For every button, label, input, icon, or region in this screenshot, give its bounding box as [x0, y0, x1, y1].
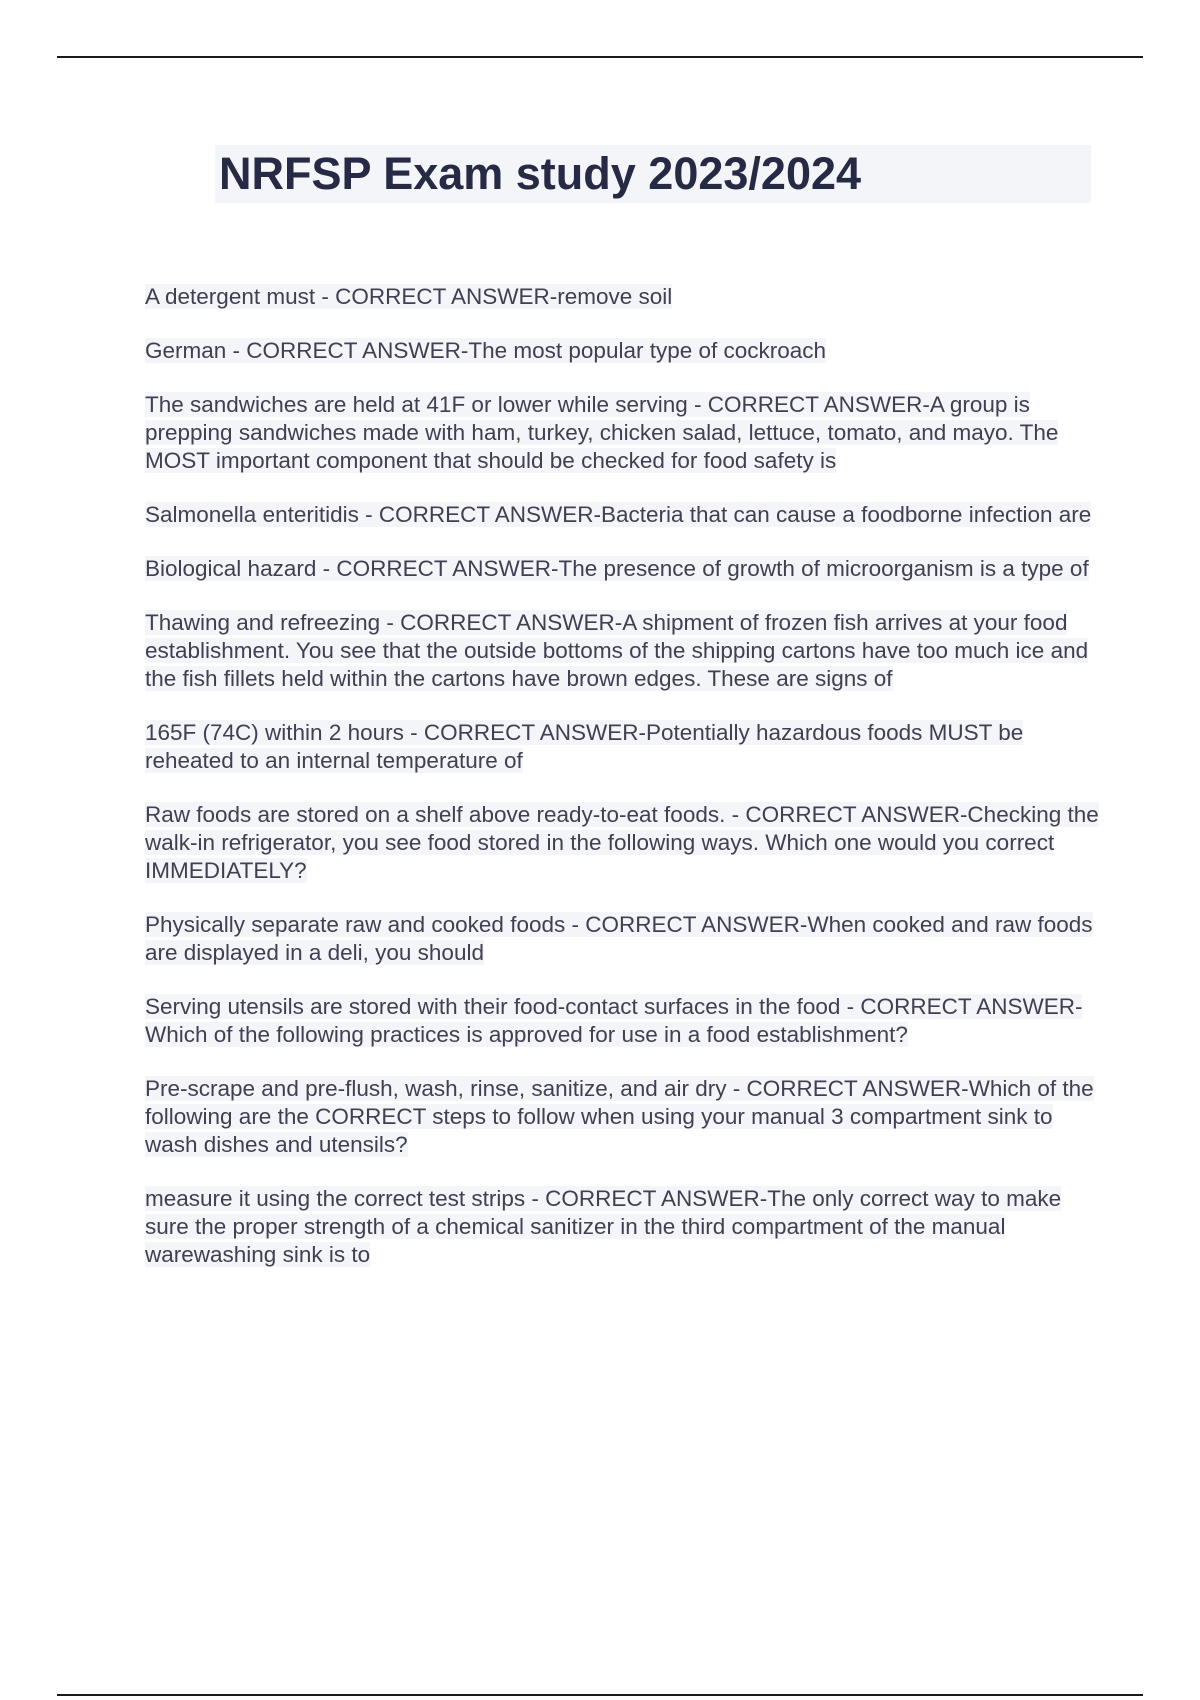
qa-text: measure it using the correct test strips - CORRECT ANSWER-The only correct way to make sure the proper strength of a chemical sanitizer in the third compartment of the manual warewashing sink is to [145, 1186, 1062, 1267]
qa-item [145, 391, 1100, 475]
qa-text: Biological hazard - CORRECT ANSWER-The presence of growth of microorganism is a type of [145, 556, 1089, 581]
qa-item [145, 719, 1100, 775]
qa-text: A detergent must - CORRECT ANSWER-remove soil [145, 284, 673, 309]
qa-item [145, 283, 1100, 311]
qa-item [145, 1075, 1100, 1159]
qa-text: Raw foods are stored on a shelf above ready-to-eat foods. - CORRECT ANSWER-Checking the walk-in refrigerator, you see food stored in the following ways. Which one would you correct IMMEDIATELY? [145, 802, 1099, 883]
qa-text: Physically separate raw and cooked foods - CORRECT ANSWER-When cooked and raw foods are displayed in a deli, you should [145, 912, 1093, 965]
qa-item [145, 801, 1100, 885]
qa-text: Serving utensils are stored with their food-contact surfaces in the food - CORRECT ANSWER-Which of the following practices is approved for use in a food establishment? [145, 994, 1083, 1047]
qa-text: The sandwiches are held at 41F or lower while serving - CORRECT ANSWER-A group is prepping sandwiches made with ham, turkey, chicken salad, lettuce, tomato, and mayo. The MOST important component that should be checked for food safety is [145, 392, 1059, 473]
page-title: NRFSP Exam study 2023/2024 [219, 148, 862, 199]
qa-item [145, 993, 1100, 1049]
top-divider [57, 56, 1143, 58]
qa-item [145, 555, 1100, 583]
qa-text: 165F (74C) within 2 hours - CORRECT ANSWER-Potentially hazardous foods MUST be reheated to an internal temperature of [145, 720, 1024, 773]
qa-text: German - CORRECT ANSWER-The most popular type of cockroach [145, 338, 827, 363]
qa-item [145, 911, 1100, 967]
bottom-divider [57, 1694, 1143, 1696]
qa-item [145, 337, 1100, 365]
qa-text: Thawing and refreezing - CORRECT ANSWER-A shipment of frozen fish arrives at your food establishment. You see that the outside bottoms of the shipping cartons have too much ice and the fish fillets held within the cartons have brown edges. These are signs of [145, 610, 1089, 691]
qa-text: Pre-scrape and pre-flush, wash, rinse, sanitize, and air dry - CORRECT ANSWER-Which of the following are the CORRECT steps to follow when using your manual 3 compartment sink to wash dishes and utensils? [145, 1076, 1094, 1157]
qa-item [145, 609, 1100, 693]
qa-item [145, 501, 1100, 529]
qa-item [145, 1185, 1100, 1269]
qa-list [145, 283, 1100, 1295]
qa-text: Salmonella enteritidis - CORRECT ANSWER-Bacteria that can cause a foodborne infection are [145, 502, 1092, 527]
